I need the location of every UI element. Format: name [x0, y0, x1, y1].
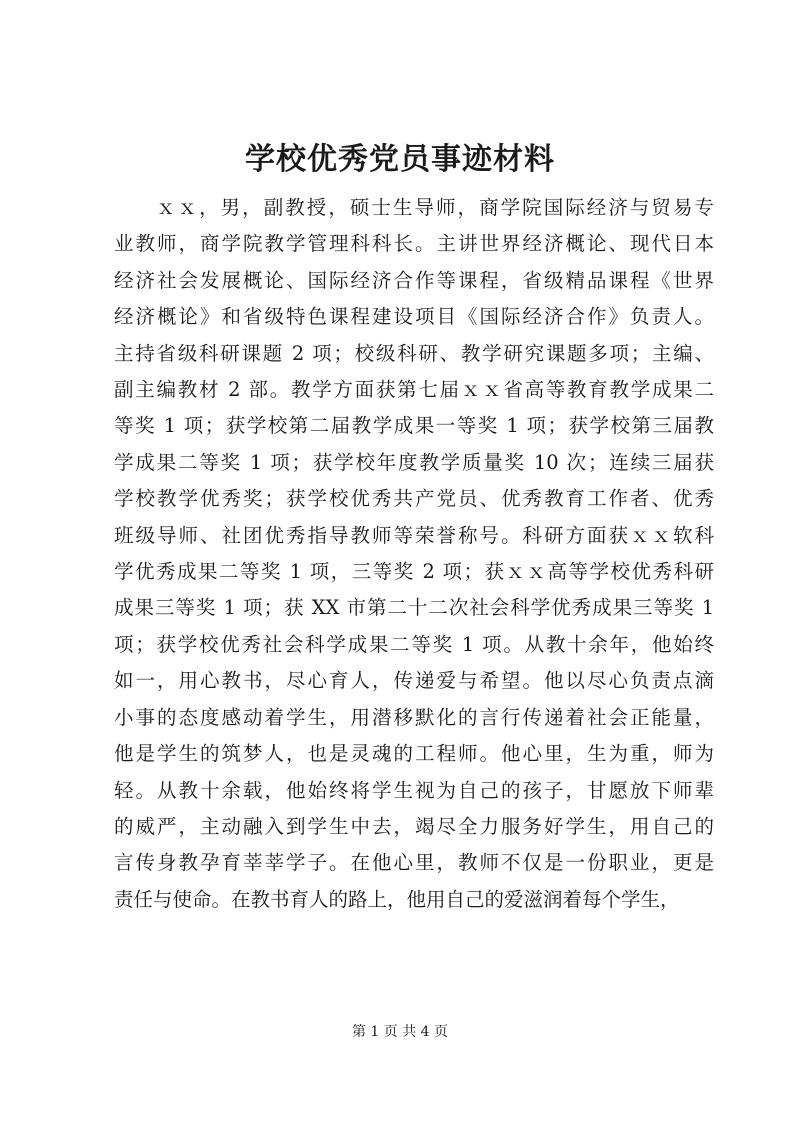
- body-line: ｘｘ，男，副教授，硕士生导师，商学院国际经济与贸易专: [156, 196, 714, 219]
- body-line: 如一，用心教书，尽心育人，传递爱与希望。他以尽心负责点滴: [114, 669, 714, 693]
- body-line: 责任与使命。在教书育人的路上，他用自己的爱滋润着每个学生，: [114, 887, 680, 911]
- body-line: 小事的态度感动着学生，用潜移默化的言行传递着社会正能量，: [114, 705, 714, 729]
- body-line: 轻。从教十余载，他始终将学生视为自己的孩子，甘愿放下师辈: [114, 778, 714, 802]
- body-line: 学优秀成果二等奖 1 项，三等奖 2 项；获ｘｘ高等学校优秀科研: [114, 560, 714, 584]
- body-line: 项；获学校优秀社会科学成果二等奖 1 项。从教十余年，他始终: [114, 632, 714, 656]
- document-body: [114, 190, 714, 918]
- body-line: 经济概论》和省级特色课程建设项目《国际经济合作》负责人。: [114, 305, 714, 329]
- body-line: 学校教学优秀奖；获学校优秀共产党员、优秀教育工作者、优秀: [114, 487, 714, 511]
- body-line: 的威严，主动融入到学生中去，竭尽全力服务好学生，用自己的: [114, 814, 714, 838]
- body-line: 班级导师、社团优秀指导教师等荣誉称号。科研方面获ｘｘ软科: [114, 523, 714, 547]
- body-line: 业教师，商学院教学管理科科长。主讲世界经济概论、现代日本: [114, 232, 714, 256]
- body-line: 他是学生的筑梦人，也是灵魂的工程师。他心里，生为重，师为: [114, 742, 714, 766]
- document-title: 学校优秀党员事迹材料: [245, 142, 555, 177]
- body-line: 言传身教孕育莘莘学子。在他心里，教师不仅是一份职业，更是: [114, 851, 714, 875]
- body-line: 副主编教材 2 部。教学方面获第七届ｘｘ省高等教育教学成果二: [114, 378, 714, 402]
- body-line: 成果三等奖 1 项；获 XX 市第二十二次社会科学优秀成果三等奖 1: [114, 596, 714, 620]
- body-line: 经济社会发展概论、国际经济合作等课程，省级精品课程《世界: [114, 268, 714, 292]
- body-line: 学成果二等奖 1 项；获学校年度教学质量奖 10 次；连续三届获: [114, 450, 714, 474]
- body-line: 主持省级科研课题 2 项；校级科研、教学研究课题多项；主编、: [114, 341, 714, 365]
- page-number-footer: 第 1 页 共 4 页: [351, 1024, 449, 1040]
- body-line: 等奖 1 项；获学校第二届教学成果一等奖 1 项；获学校第三届教: [114, 414, 714, 438]
